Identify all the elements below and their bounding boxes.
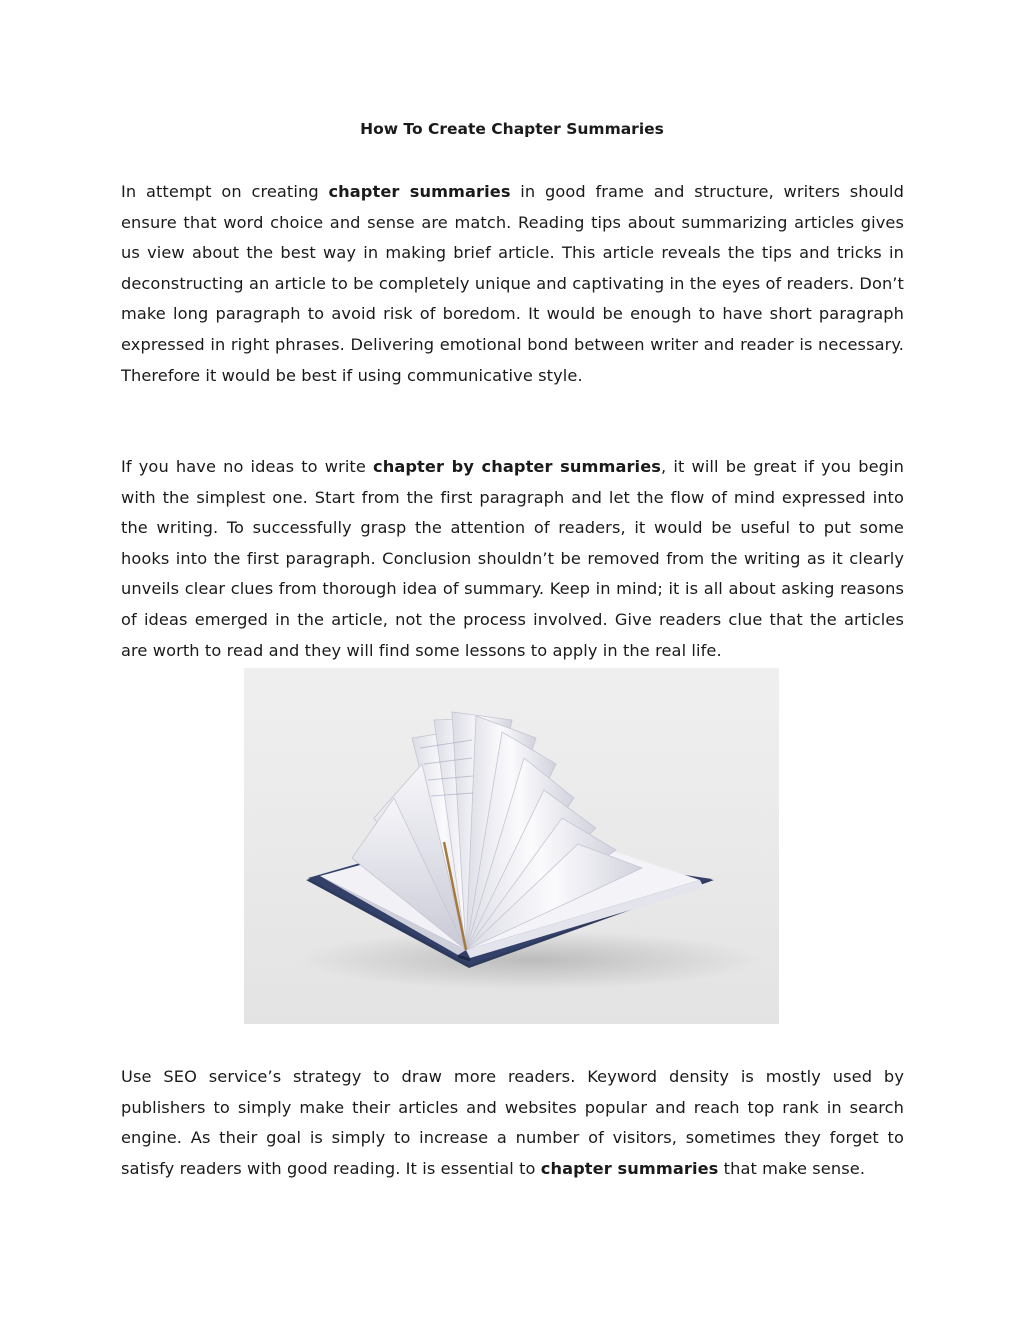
paragraph-intro xyxy=(121,177,904,391)
bold-keyword: chapter summaries xyxy=(540,1158,719,1178)
paragraph-seo xyxy=(121,1062,904,1184)
page-title: How To Create Chapter Summaries xyxy=(360,120,664,138)
paragraph-text: If you have no ideas to write xyxy=(121,457,374,476)
open-book-photo xyxy=(244,668,779,1024)
paragraph-text: that make sense. xyxy=(718,1158,866,1178)
paragraph-text: In attempt on creating xyxy=(121,182,329,201)
open-book-icon xyxy=(244,668,779,1024)
paragraph-ideas xyxy=(121,452,904,666)
bold-keyword: chapter summaries xyxy=(328,182,511,201)
paragraph-text: in good frame and structure, writers should ensure that word choice and sense are match. Reading tips about summarizing articles gives us view about the best way in making brief article. This article reveals the tips and tricks in deconstructing an article to be completely unique and captivating in the eyes of readers. Don’t make long paragraph to avoid risk of boredom. It would be enough to have short paragraph expressed in right phrases. Delivering emotional bond between writer and reader is necessary. Therefore it would be best if using communicative style. xyxy=(121,182,904,385)
paragraph-text: , it will be great if you begin with the simplest one. Start from the first paragraph and let the flow of mind expressed into the writing. To successfully grasp the attention of readers, it would be useful to put some hooks into the first paragraph. Conclusion shouldn’t be removed from the writing as it clearly unveils clear clues from thorough idea of summary. Keep in mind; it is all about asking reasons of ideas emerged in the article, not the process involved. Give readers clue that the articles are worth to read and they will find some lessons to apply in the real life. xyxy=(121,457,904,660)
bold-keyword: chapter by chapter summaries xyxy=(373,457,662,476)
paragraph-text: Use SEO service’s strategy to draw more readers. Keyword density is mostly used by publishers to simply make their articles and websites popular and reach top rank in search engine. As their goal is simply to increase a number of visitors, sometimes they forget to satisfy readers with good reading. It is essential to xyxy=(121,1067,904,1178)
